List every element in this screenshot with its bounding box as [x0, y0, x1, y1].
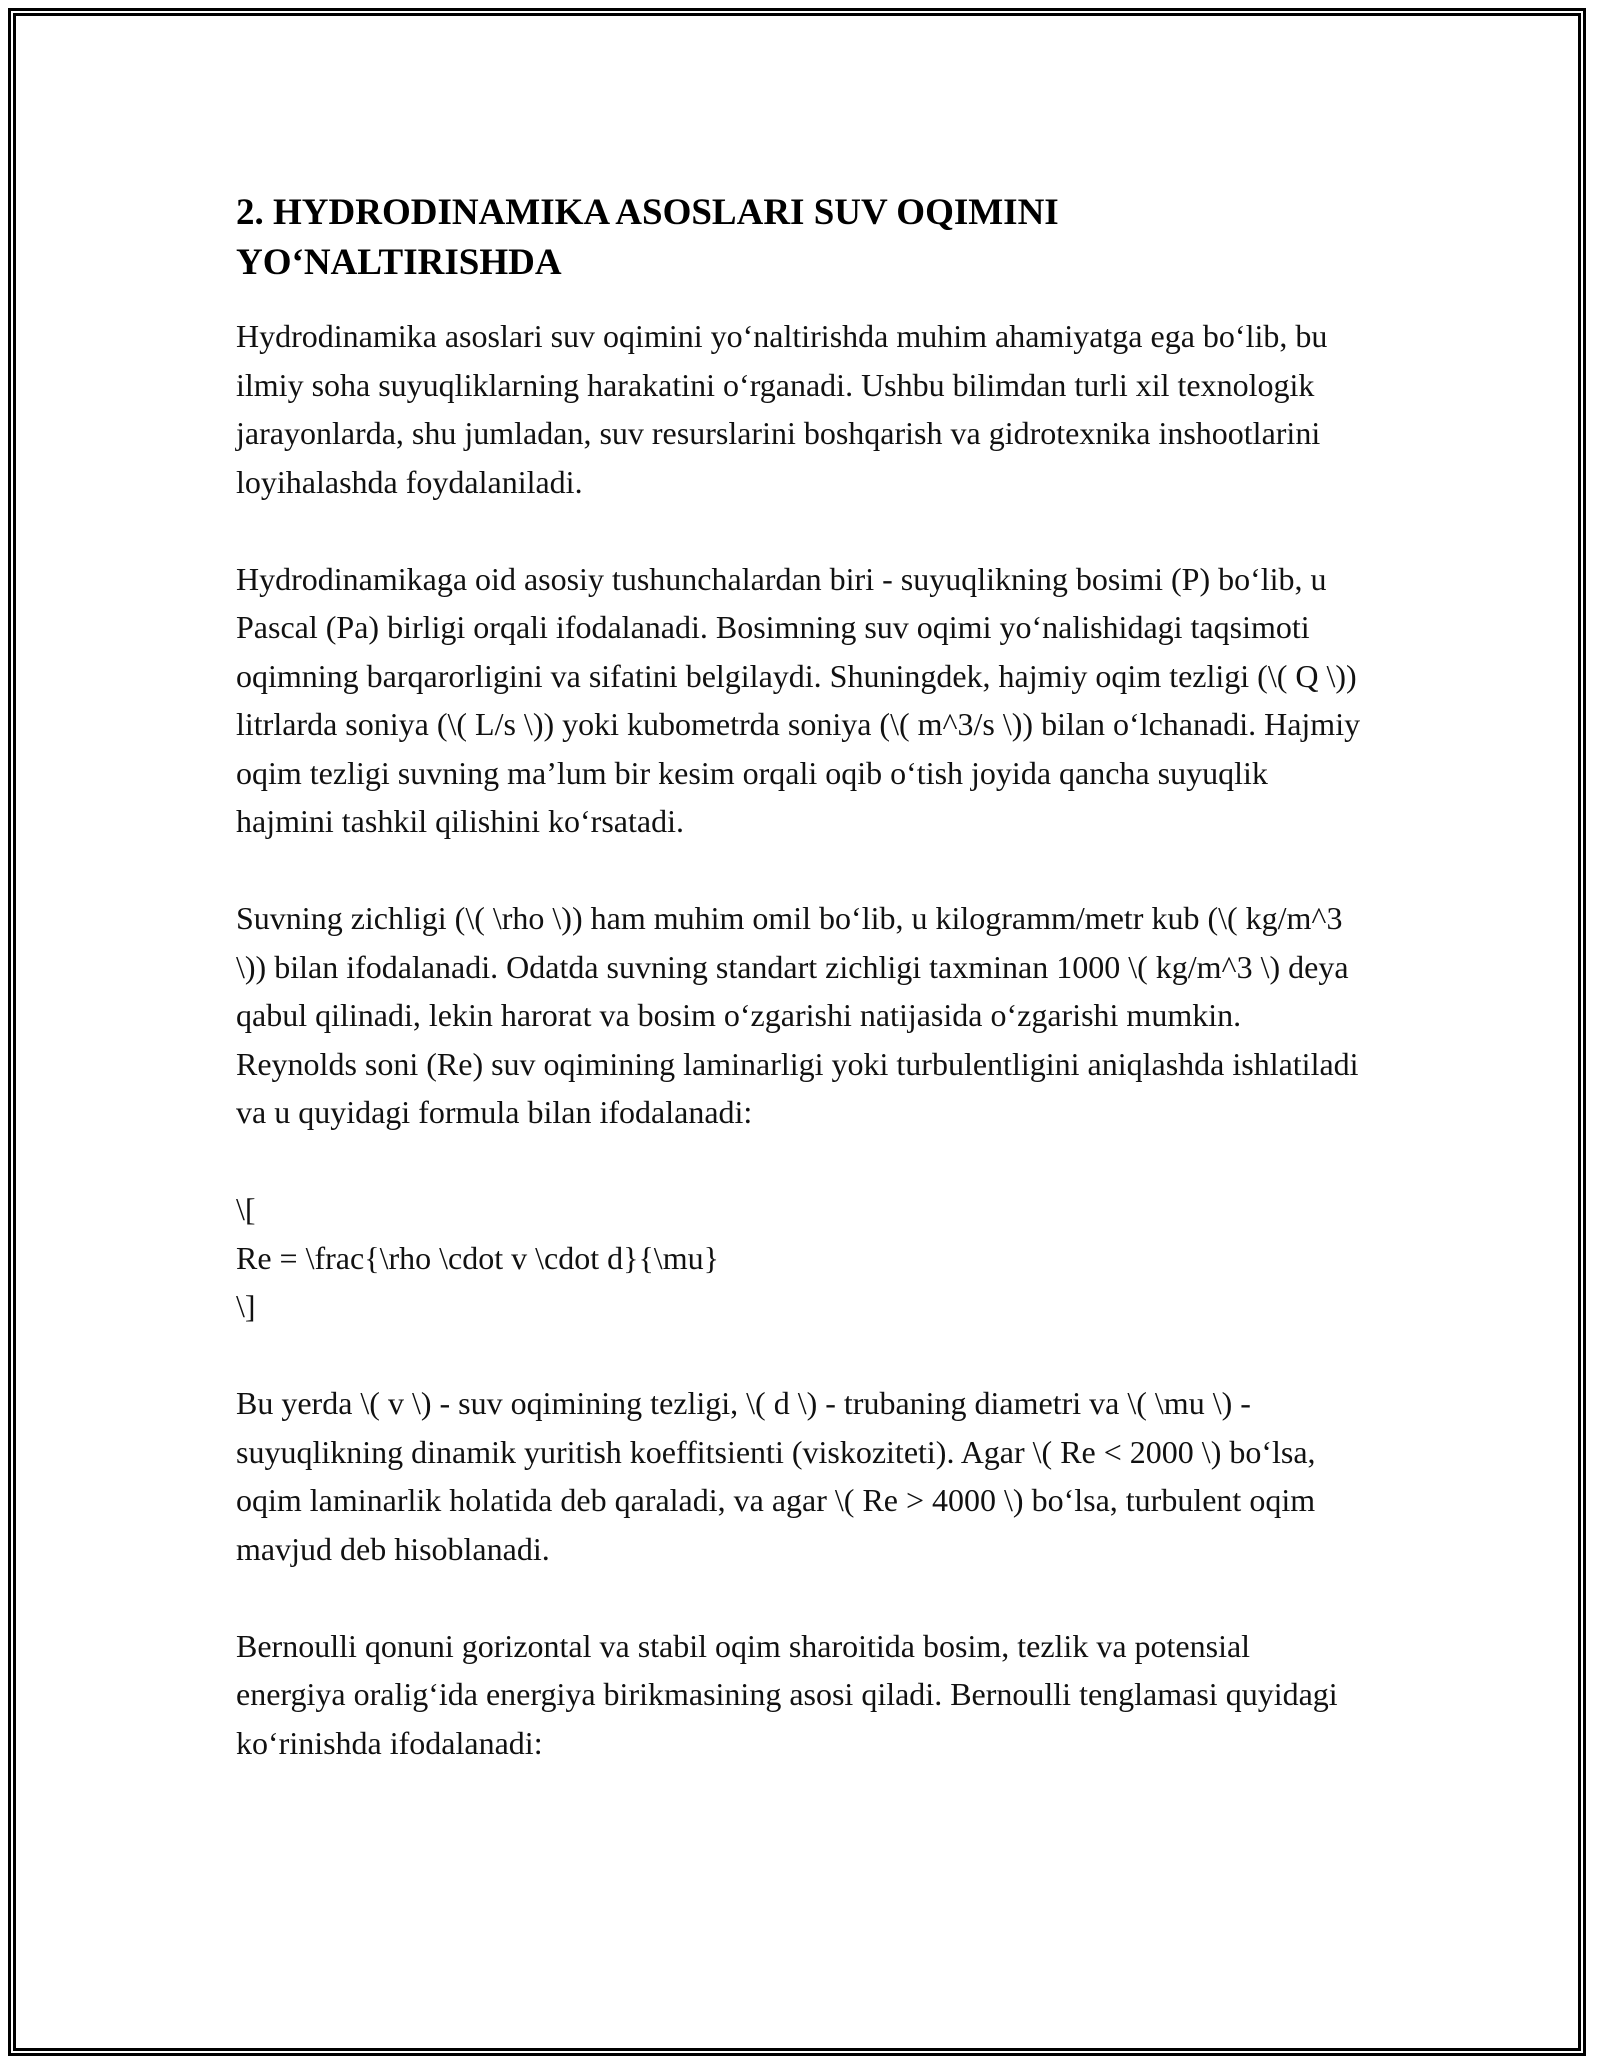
formula-open: \[ — [236, 1191, 256, 1227]
formula-body: Re = \frac{\rho \cdot v \cdot d}{\mu} — [236, 1239, 719, 1276]
paragraph-density-reynolds: Suvning zichligi (\( \rho \)) ham muhim omil bo‘lib, u kilogramm/metr kub (\( kg/m^3 \)) bilan ifodalanadi. Odatda suvning standart zichligi taxminan 1000 \( kg/m^3 \) deya qabul qilinadi, lekin harorat va bosim o‘zgarishi natijasida o‘zgarishi mumkin. Reynolds soni (Re) suv oqimining laminarligi yoki turbulentligini aniqlashda ishlatiladi va u quyidagi formula bilan ifodalanadi: — [236, 900, 1359, 1130]
paragraph-flow-regimes: Bu yerda \( v \) - suv oqimining tezligi, \( d \) - trubaning diametri va \( \mu \) - suyuqlikning dinamik yuritish koeffitsienti (viskoziteti). Agar \( Re < 2000 \) bo‘lsa, oqim laminarlik holatida deb qaraladi, va agar \( Re > 4000 \) bo‘lsa, turbulent oqim mavjud deb hisoblanadi. — [236, 1385, 1316, 1567]
paragraph-bernoulli: Bernoulli qonuni gorizontal va stabil oqim sharoitida bosim, tezlik va potensial energiya oralig‘ida energiya birikmasining asosi qiladi. Bernoulli tenglamasi quyidagi ko‘rinishda ifodalanadi: — [236, 1627, 1338, 1761]
reynolds-formula — [236, 1185, 1366, 1331]
document-body — [236, 188, 1366, 1816]
paragraph-intro: Hydrodinamika asoslari suv oqimini yo‘naltirishda muhim ahamiyatga ega bo‘lib, bu ilmiy soha suyuqliklarning harakatini o‘rganadi. Ushbu bilimdan turli xil texnologik jarayonlarda, shu jumladan, suv resurslarini boshqarish va gidrotexnika inshootlarini loyihalashda foydalaniladi. — [236, 318, 1328, 500]
section-title-line-1: 2. HYDRODINAMIKA ASOSLARI SUV OQIMINI — [236, 192, 1059, 233]
section-title — [236, 188, 1366, 288]
paragraph-pressure-flow: Hydrodinamikaga oid asosiy tushunchalardan biri - suyuqlikning bosimi (P) bo‘lib, u Pascal (Pa) birligi orqali ifodalanadi. Bosimning suv oqimi yo‘nalishidagi taqsimoti oqimning barqarorligini va sifatini belgilaydi. Shuningdek, hajmiy oqim tezligi (\( Q \)) litrlarda soniya (\( L/s \)) yoki kubometrda soniya (\( m^3/s \)) bilan o‘lchanadi. Hajmiy oqim tezligi suvning ma’lum bir kesim orqali oqib o‘tish joyida qancha suyuqlik hajmini tashkil qilishini ko‘rsatadi. — [236, 560, 1361, 839]
section-title-line-2: YO‘NALTIRISHDA — [236, 242, 562, 283]
formula-close: \] — [236, 1288, 256, 1324]
